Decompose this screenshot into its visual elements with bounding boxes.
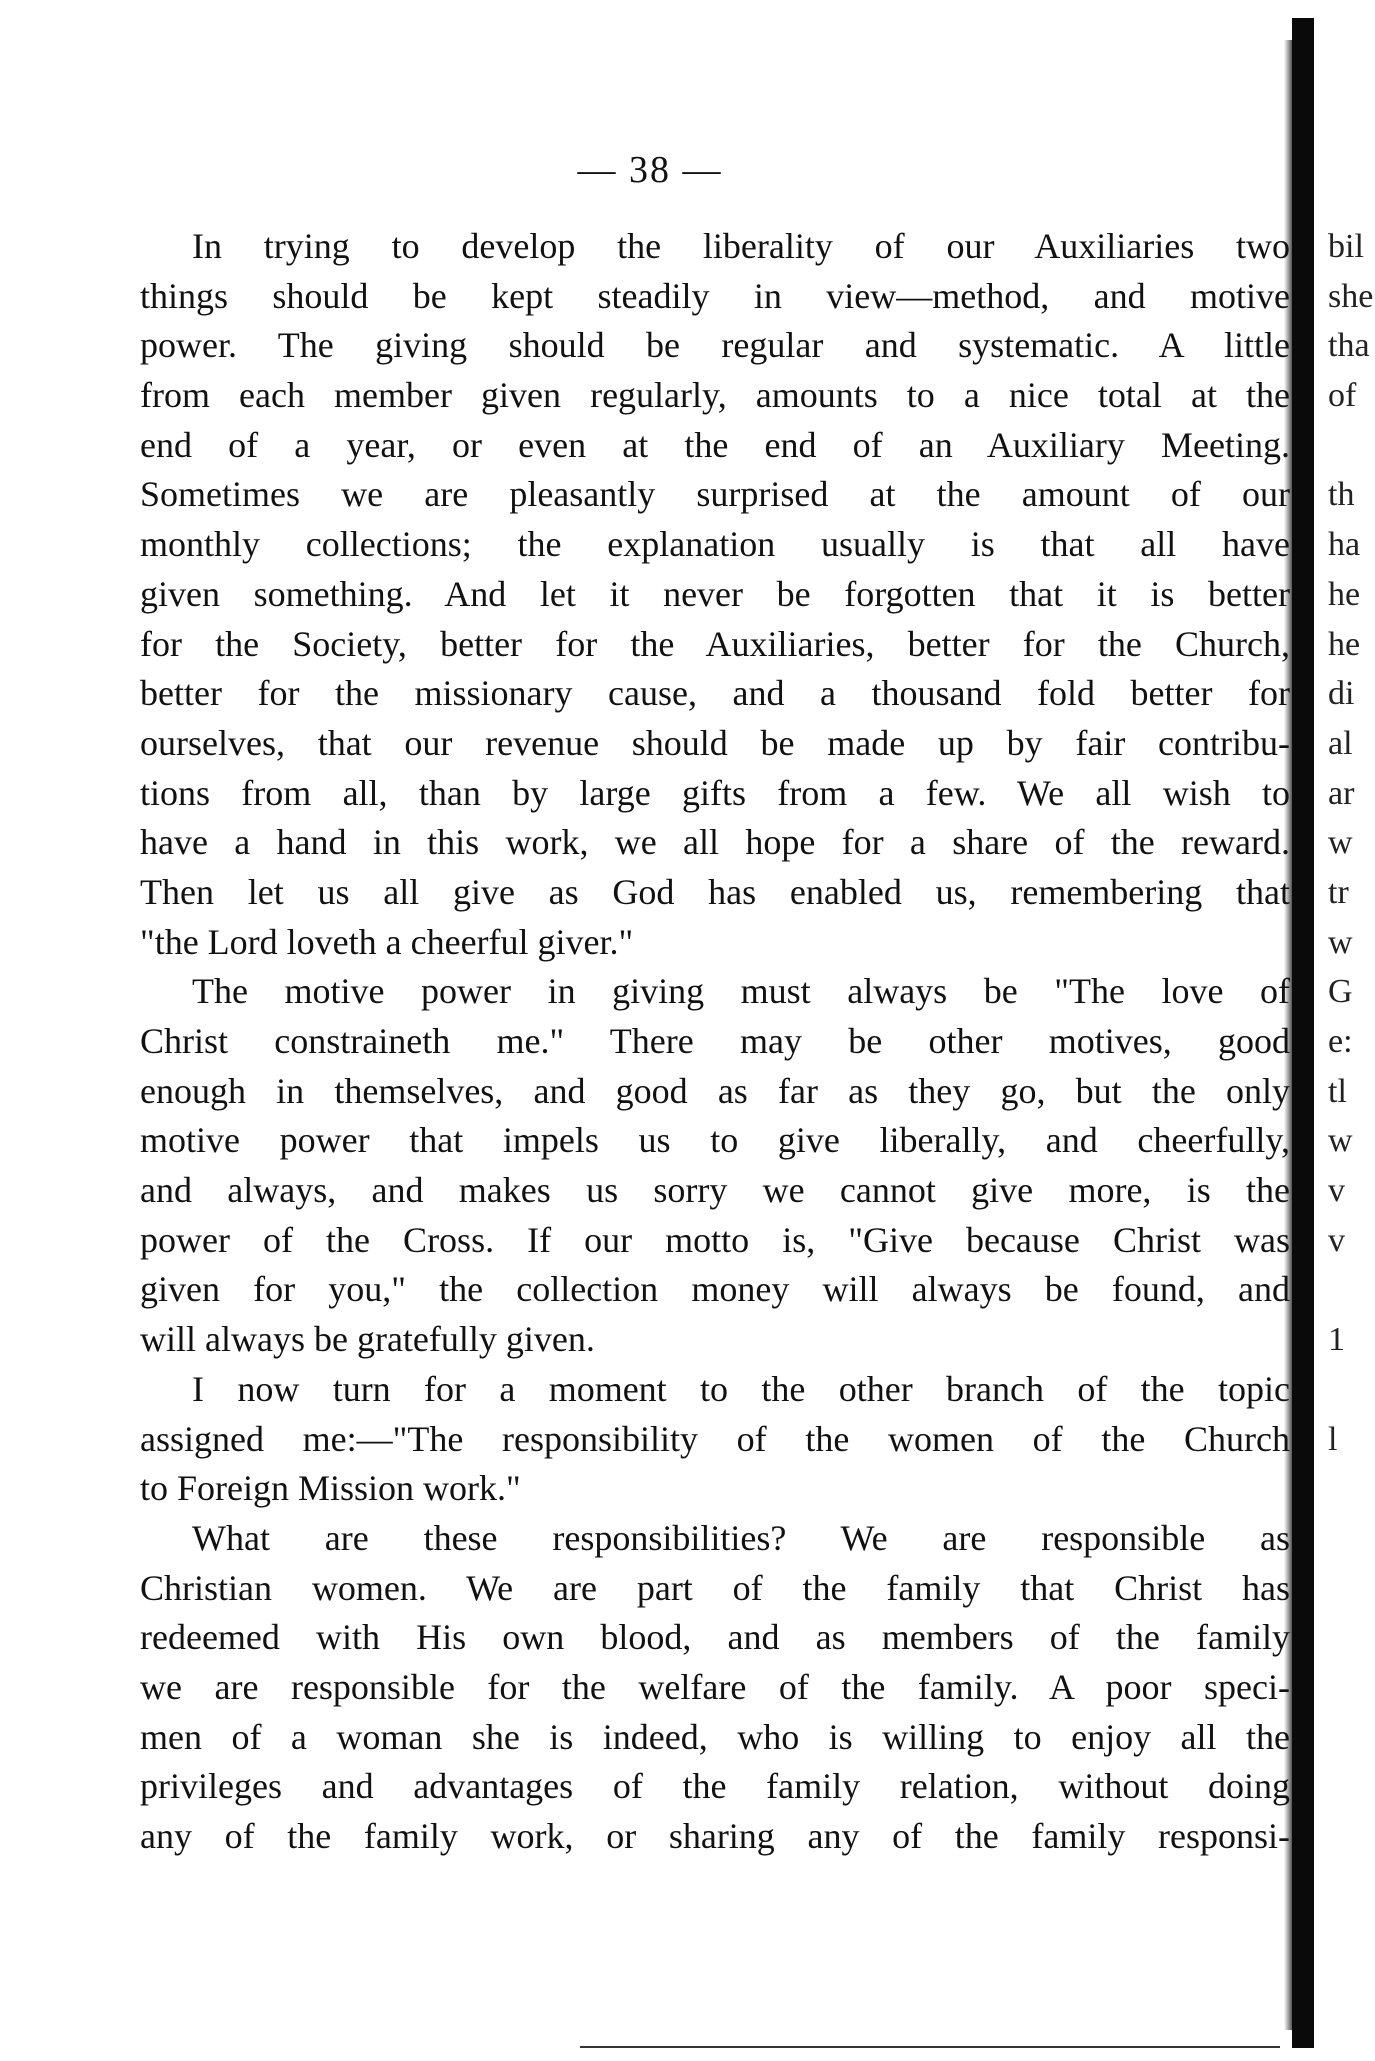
facing-page-fragment: tr (1328, 873, 1349, 911)
text-line: I now turn for a moment to the other branch of the topic (192, 1368, 1290, 1409)
text-line: any of the family work, or sharing any of the family responsi- (140, 1816, 1290, 1856)
facing-page-fragment: 1 (1328, 1321, 1345, 1359)
binding-gutter (1292, 18, 1314, 2048)
facing-page-fragment: he (1328, 625, 1361, 663)
text-line: In trying to develop the liberality of our Auxiliaries two (192, 226, 1290, 266)
text-line: motive power that impels us to give liberally, and cheerfully, (140, 1120, 1290, 1161)
facing-page-fragment: bil (1328, 228, 1364, 265)
bottom-edge-rule (580, 2046, 1280, 2048)
text-line: given for you," the collection money will always be found, and (140, 1269, 1290, 1310)
text-line: privileges and advantages of the family relation, without doing (140, 1766, 1290, 1807)
facing-page-fragment: tha (1328, 327, 1370, 365)
facing-page-fragment (1328, 421, 1375, 471)
facing-page-fragment: tl (1328, 1072, 1347, 1110)
facing-page-fragment: di (1328, 675, 1355, 713)
facing-page-fragment: w (1328, 824, 1353, 862)
facing-page-fragment: l (1328, 1420, 1338, 1458)
facing-page-fragment: e: (1328, 1023, 1353, 1060)
text-line: Christian women. We are part of the family that Christ has (140, 1567, 1290, 1608)
text-line: What are these responsibilities? We are responsible as (192, 1517, 1290, 1558)
facing-page-fragment: ar (1328, 774, 1355, 812)
facing-page-fragments (1328, 222, 1375, 1464)
text-line: power of the Cross. If our motto is, "Give because Christ was (140, 1219, 1290, 1260)
facing-page-fragment: v (1328, 1172, 1345, 1210)
text-line: end of a year, or even at the end of an Auxiliary Meeting. (140, 424, 1290, 465)
text-line: power. The giving should be regular and systematic. A little (140, 325, 1290, 366)
page-number: — 38 — (577, 149, 723, 191)
text-line: Then let us all give as God has enabled us, remembering that (140, 871, 1290, 912)
facing-page-fragment (1328, 1265, 1375, 1315)
facing-page-fragment: w (1328, 923, 1353, 961)
text-line: to Foreign Mission work." (140, 1468, 521, 1509)
text-line: things should be kept steadily in view—method, and motive (140, 275, 1290, 316)
facing-page-fragment: of (1328, 377, 1357, 415)
text-line: will always be gratefully given. (140, 1319, 595, 1360)
text-line: tions from all, than by large gifts from a few. We all wish to (140, 772, 1290, 813)
text-line: assigned me:—"The responsibility of the women of the Church (140, 1418, 1290, 1459)
text-line: for the Society, better for the Auxiliaries, better for the Church, (140, 623, 1290, 664)
facing-page-fragment: he (1328, 575, 1361, 613)
text-line: monthly collections; the explanation usually is that all have (140, 524, 1290, 565)
text-line: Christ constraineth me." There may be other motives, good (140, 1021, 1290, 1061)
text-line: Sometimes we are pleasantly surprised at the amount of our (140, 474, 1290, 515)
text-line: enough in themselves, and good as far as they go, but the only (140, 1070, 1290, 1111)
facing-page-fragment: w (1328, 1122, 1353, 1160)
facing-page-fragment: v (1328, 1221, 1345, 1259)
text-line: "the Lord loveth a cheerful giver." (140, 921, 634, 962)
text-line: have a hand in this work, we all hope for a share of the reward. (140, 822, 1290, 863)
text-line: from each member given regularly, amounts to a nice total at the (140, 375, 1290, 416)
text-line: The motive power in giving must always be "The love of (192, 971, 1290, 1012)
facing-page-fragment (1328, 1365, 1375, 1415)
text-line: redeemed with His own blood, and as members of the family (140, 1617, 1290, 1658)
body-text (140, 222, 1290, 1862)
text-line: given something. And let it never be forgotten that it is better (140, 573, 1290, 614)
text-line: ourselves, that our revenue should be made up by fair contribu- (140, 722, 1290, 763)
text-line: we are responsible for the welfare of the family. A poor speci- (140, 1666, 1290, 1707)
facing-page-fragment: she (1328, 277, 1374, 315)
facing-page-fragment: G (1328, 973, 1353, 1011)
facing-page-fragment: th (1328, 476, 1355, 514)
text-line: and always, and makes us sorry we cannot give more, is the (140, 1170, 1290, 1211)
facing-page-fragment: al (1328, 724, 1353, 762)
facing-page-fragment: ha (1328, 526, 1361, 564)
text-line: better for the missionary cause, and a thousand fold better for (140, 673, 1290, 714)
text-line: men of a woman she is indeed, who is willing to enjoy all the (140, 1716, 1290, 1757)
